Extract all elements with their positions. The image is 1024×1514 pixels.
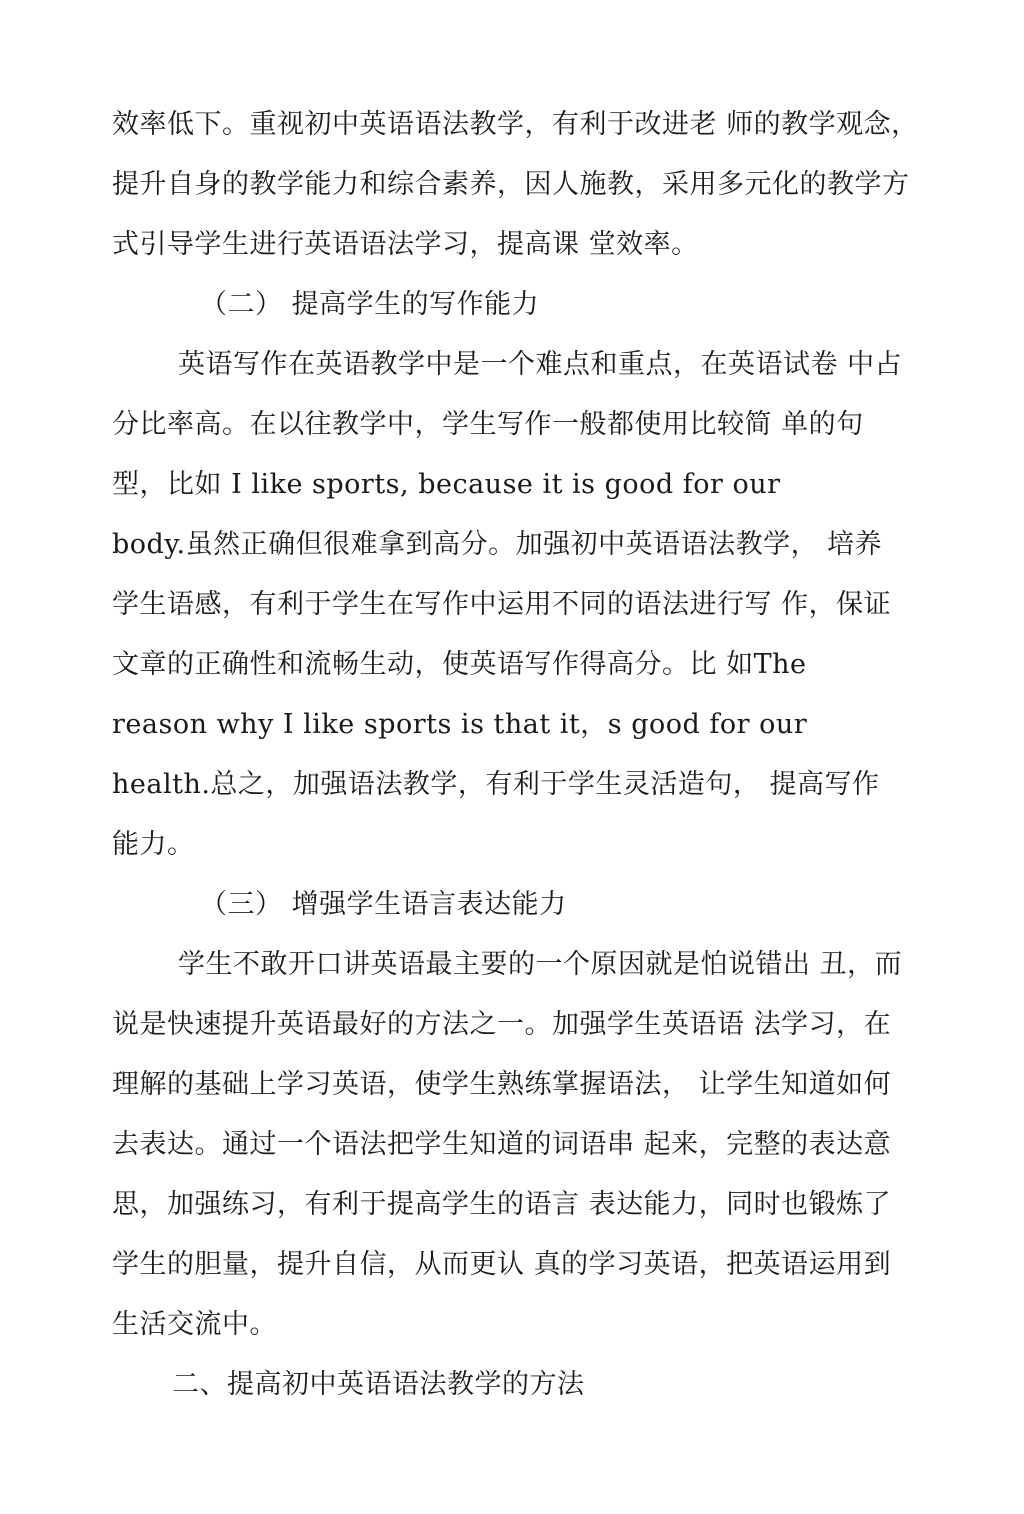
paragraph-line: reason why I like sports is that it，s good for our (112, 709, 808, 740)
paragraph-line: 理解的基础上学习英语，使学生熟练掌握语法， 让学生知道如何 (112, 1069, 892, 1100)
paragraph-line: 说是快速提升英语最好的方法之一。加强学生英语语 法学习，在 (112, 1009, 892, 1040)
section-heading: 二、提高初中英语语法教学的方法 (172, 1369, 585, 1400)
paragraph-line: 型，比如 I like sports, because it is good for our (112, 469, 781, 500)
paragraph-line: body.虽然正确但很难拿到高分。加强初中英语语法教学， 培养 (112, 529, 883, 560)
paragraph-line: 英语写作在英语教学中是一个难点和重点，在英语试卷 中占 (178, 349, 903, 380)
paragraph-line: 提升自身的教学能力和综合素养，因人施教，采用多元化的教学方 (112, 169, 910, 200)
section-heading: （三） 增强学生语言表达能力 (200, 889, 567, 920)
paragraph-line: 去表达。通过一个语法把学生知道的词语串 起来，完整的表达意 (112, 1129, 892, 1160)
paragraph-line: 分比率高。在以往教学中，学生写作一般都使用比较简 单的句 (112, 409, 864, 440)
paragraph-line: 学生不敢开口讲英语最主要的一个原因就是怕说错出 丑，而 (178, 949, 903, 980)
paragraph-line: 文章的正确性和流畅生动，使英语写作得高分。比 如The (112, 649, 807, 680)
paragraph-line: 生活交流中。 (112, 1309, 277, 1340)
paragraph-line: 学生语感，有利于学生在写作中运用不同的语法进行写 作，保证 (112, 589, 892, 620)
paragraph-line: 思，加强练习，有利于提高学生的语言 表达能力，同时也锻炼了 (112, 1189, 892, 1220)
paragraph-line: 学生的胆量，提升自信，从而更认 真的学习英语，把英语运用到 (112, 1249, 892, 1280)
paragraph-line: 效率低下。重视初中英语语法教学，有利于改进老 师的教学观念， (112, 109, 919, 140)
paragraph-line: 式引导学生进行英语语法学习，提高课 堂效率。 (112, 229, 699, 260)
paragraph-line: 能力。 (112, 829, 195, 860)
paragraph-line: health.总之，加强语法教学，有利于学生灵活造句， 提高写作 (112, 769, 880, 800)
section-heading: （二） 提高学生的写作能力 (200, 289, 540, 320)
